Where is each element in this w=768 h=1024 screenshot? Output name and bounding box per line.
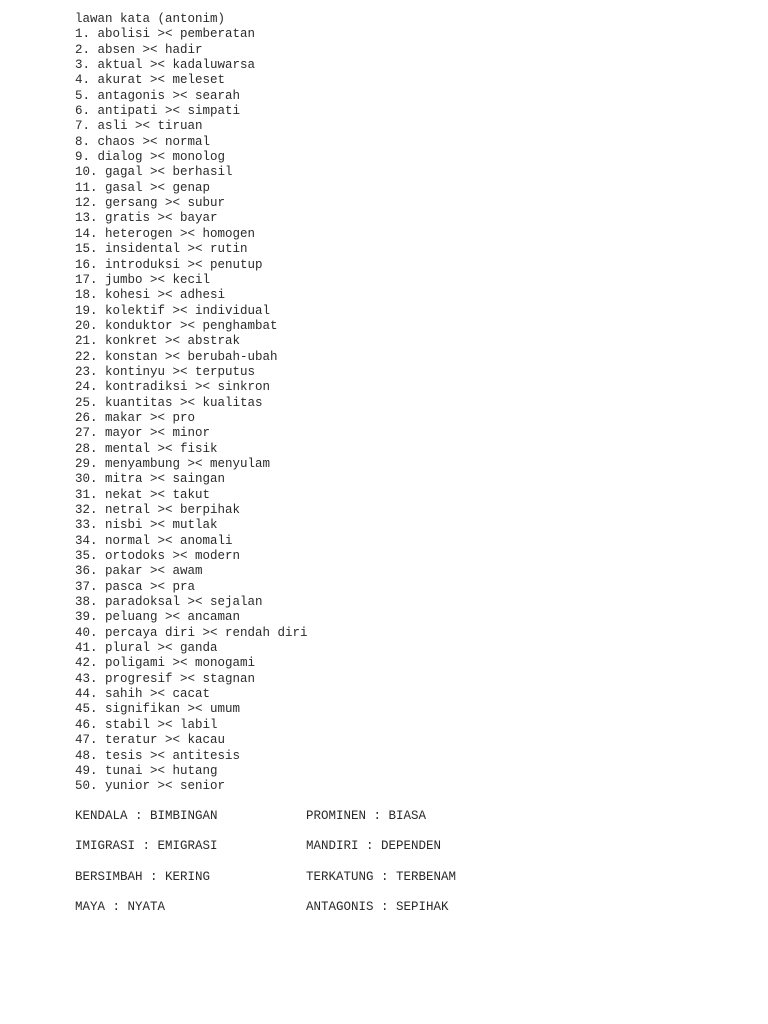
antonym-pair-left: MAYA : NYATA (75, 900, 166, 915)
antonym-list-item: 24. kontradiksi >< sinkron (75, 380, 271, 395)
antonym-list-item: 22. konstan >< berubah-ubah (75, 349, 278, 364)
antonym-list-item: 32. netral >< berpihak (75, 503, 241, 517)
antonym-list-item: 9. dialog >< monolog (75, 150, 226, 165)
antonym-list-item: 26. makar >< pro (75, 410, 196, 425)
antonym-list-item: 45. signifikan >< umum (75, 702, 241, 717)
antonym-list-item: 30. mitra >< saingan (75, 472, 226, 487)
antonym-list-item: 47. teratur >< kacau (75, 733, 226, 748)
antonym-list-item: 42. poligami >< monogami (75, 656, 256, 671)
antonym-list-item: 50. yunior >< senior (75, 779, 226, 794)
antonym-pair-right: PROMINEN : BIASA (306, 808, 427, 823)
antonym-list-item: 31. nekat >< takut (75, 487, 211, 502)
antonym-pair-right: MANDIRI : DEPENDEN (306, 839, 442, 854)
antonym-pairs-table (75, 809, 675, 931)
antonym-list-item: 44. sahih >< cacat (75, 687, 211, 702)
antonym-list-item: 46. stabil >< labil (75, 717, 218, 732)
antonym-list-item: 15. insidental >< rutin (75, 242, 248, 257)
antonym-list-item: 43. progresif >< stagnan (75, 671, 256, 686)
antonym-list-item: 16. introduksi >< penutup (75, 257, 263, 272)
antonym-list-item: 36. pakar >< awam (75, 564, 203, 579)
antonym-list-item: 4. akurat >< meleset (75, 73, 226, 88)
antonym-list-item: 11. gasal >< genap (75, 180, 211, 195)
antonym-pair-row (75, 809, 675, 840)
antonym-list-item: 21. konkret >< abstrak (75, 334, 241, 349)
antonym-pair-right: ANTAGONIS : SEPIHAK (306, 900, 449, 915)
antonym-pair-row (75, 839, 675, 870)
antonym-list-item: 23. kontinyu >< terputus (75, 364, 256, 379)
document-title: lawan kata (antonim) (75, 12, 226, 26)
antonym-list-item: 28. mental >< fisik (75, 441, 218, 456)
antonym-list-item: 38. paradoksal >< sejalan (75, 595, 263, 610)
antonym-list-item: 17. jumbo >< kecil (75, 272, 211, 287)
antonym-pair-left: IMIGRASI : EMIGRASI (75, 839, 218, 854)
antonym-pair-right: TERKATUNG : TERBENAM (306, 869, 457, 884)
antonym-list-item: 5. antagonis >< searah (75, 88, 241, 103)
antonym-list-item: 35. ortodoks >< modern (75, 549, 241, 564)
antonym-list-item: 29. menyambung >< menyulam (75, 456, 271, 471)
antonym-list-item: 27. mayor >< minor (75, 426, 211, 441)
antonym-list-item: 18. kohesi >< adhesi (75, 288, 226, 303)
antonym-list-item: 33. nisbi >< mutlak (75, 518, 218, 533)
antonym-list-item: 49. tunai >< hutang (75, 763, 218, 778)
antonym-list-item: 41. plural >< ganda (75, 641, 218, 656)
antonym-list-item: 39. peluang >< ancaman (75, 610, 241, 625)
antonym-pair-row (75, 900, 675, 931)
antonym-list-item: 14. heterogen >< homogen (75, 226, 256, 241)
antonym-list-item: 19. kolektif >< individual (75, 303, 271, 318)
antonym-list-item: 25. kuantitas >< kualitas (75, 395, 263, 410)
antonym-pair-left: BERSIMBAH : KERING (75, 869, 211, 884)
antonym-list (75, 27, 675, 794)
antonym-list-item: 7. asli >< tiruan (75, 119, 203, 134)
antonym-list-item: 37. pasca >< pra (75, 579, 196, 594)
antonym-list-item: 3. aktual >< kadaluwarsa (75, 58, 256, 73)
antonym-pair-left: KENDALA : BIMBINGAN (75, 808, 218, 823)
antonym-list-item: 1. abolisi >< pemberatan (75, 27, 256, 42)
antonym-list-item: 48. tesis >< antitesis (75, 748, 241, 763)
antonym-list-item: 20. konduktor >< penghambat (75, 318, 278, 333)
antonym-list-item: 6. antipati >< simpati (75, 104, 241, 119)
antonym-list-item: 40. percaya diri >< rendah diri (75, 625, 308, 640)
antonym-list-item: 8. chaos >< normal (75, 134, 211, 149)
antonym-list-item: 13. gratis >< bayar (75, 211, 218, 226)
antonym-pair-row (75, 870, 675, 901)
antonym-list-item: 34. normal >< anomali (75, 533, 233, 548)
document-body (75, 12, 675, 931)
antonym-list-item: 12. gersang >< subur (75, 196, 226, 211)
antonym-list-item: 10. gagal >< berhasil (75, 165, 233, 180)
antonym-list-item: 2. absen >< hadir (75, 42, 203, 57)
